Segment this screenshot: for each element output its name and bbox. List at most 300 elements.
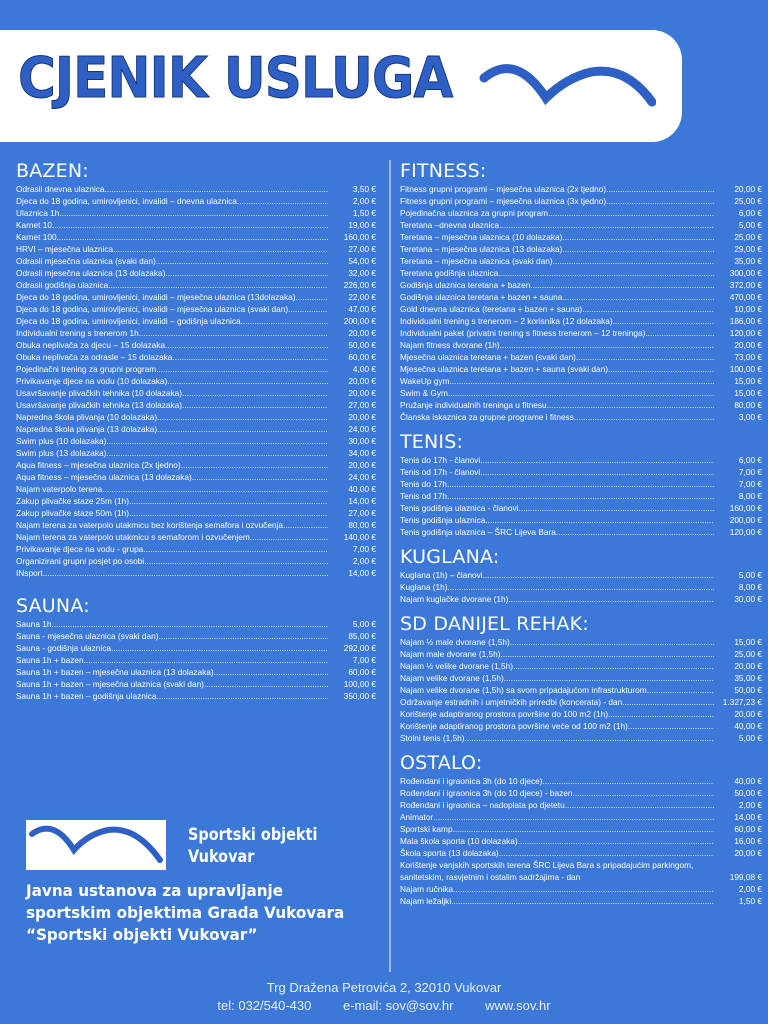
price-row <box>400 648 762 660</box>
service-label: Aqua fitness – mjesečna ulaznica (13 dolazaka) <box>16 472 192 482</box>
left-column <box>16 160 376 702</box>
service-label: Škola sporta (13 dolazaka) <box>400 848 499 858</box>
price-row <box>400 303 762 315</box>
service-price: 1,50 € <box>738 896 762 906</box>
service-label: Karnet 10 <box>16 220 52 230</box>
price-row <box>400 895 762 907</box>
service-price: 50,00 € <box>734 788 762 798</box>
column-divider <box>389 160 391 972</box>
leader-dots <box>288 303 328 315</box>
price-row <box>16 231 376 243</box>
service-label: Swim plus (10 dolazaka) <box>16 436 107 446</box>
service-price: 100,00 € <box>343 679 376 689</box>
service-label: Sauna 1h + bazen – godišnja ulaznica <box>16 691 157 701</box>
leader-dots <box>574 411 714 423</box>
website-link[interactable]: www.sov.hr <box>485 998 551 1013</box>
service-price: 300,00 € <box>729 268 762 278</box>
leader-dots <box>181 459 328 471</box>
service-price: 2,00 € <box>352 196 376 206</box>
price-row <box>16 483 376 495</box>
service-price: 50,00 € <box>348 340 376 350</box>
service-price: 6,00 € <box>738 455 762 465</box>
price-row <box>16 447 376 459</box>
service-label: Swim plus (13 dolazaka) <box>16 448 107 458</box>
service-price: 292,00 € <box>343 643 376 653</box>
service-label: Najam fitness dvorane (1h) <box>400 340 500 350</box>
price-row <box>400 696 762 708</box>
service-label: Odrasli mjesečna ulaznica (13 dolazaka) <box>16 268 166 278</box>
price-row <box>400 799 762 811</box>
service-label: Gold dnevna ulaznica (teretana + bazen + sauna) <box>400 304 583 314</box>
price-row <box>16 183 376 195</box>
price-row <box>16 315 376 327</box>
price-row <box>16 411 376 423</box>
service-label: Sauna 1h + bazen – mjesečna ulaznica (svaki dan) <box>16 679 204 689</box>
service-price: 7,00 € <box>738 479 762 489</box>
price-row <box>400 315 762 327</box>
service-price: 40,00 € <box>348 484 376 494</box>
service-label: Stolni tenis (1,5h) <box>400 733 465 743</box>
leader-dots <box>562 291 714 303</box>
service-price: 20,00 € <box>734 848 762 858</box>
service-price: 20,00 € <box>734 661 762 671</box>
leader-dots <box>448 581 714 593</box>
leader-dots <box>433 811 714 823</box>
service-price: 14,00 € <box>348 496 376 506</box>
service-label: Tenis godišnja ulaznica <box>400 515 486 525</box>
price-row <box>16 435 376 447</box>
price-list-rehak <box>400 636 762 744</box>
service-label: Obuka neplivača za odrasle – 15 dolazaka <box>16 352 173 362</box>
leader-dots <box>606 195 714 207</box>
service-label: Usavršavanje plivačkih tehnika (10 dolazaka) <box>16 388 183 398</box>
section-title-rehak: SD DANIJEL REHAK: <box>400 613 589 635</box>
service-price: 200,00 € <box>729 515 762 525</box>
leader-dots <box>645 327 714 339</box>
section-title-tenis: TENIS: <box>400 431 464 453</box>
logo-icon <box>26 820 166 870</box>
leader-dots <box>295 291 328 303</box>
section-title-bazen: BAZEN: <box>16 160 89 182</box>
footer-logo <box>26 820 166 870</box>
service-price: 32,00 € <box>348 268 376 278</box>
price-row <box>16 255 376 267</box>
service-price: 4,00 € <box>352 364 376 374</box>
service-label: Korištenje adaptiranog prostora površine do 100 m2 (1h) <box>400 709 609 719</box>
service-label: Sportski kamp <box>400 824 453 834</box>
price-row <box>16 543 376 555</box>
service-label: Djeca do 18 godina, umirovljenici, invalidi – dnevna ulaznica <box>16 196 237 206</box>
leader-dots <box>182 399 328 411</box>
price-row <box>16 291 376 303</box>
price-row <box>400 787 762 799</box>
service-price: 20,00 € <box>734 709 762 719</box>
service-price: 100,00 € <box>729 364 762 374</box>
service-price: 24,00 € <box>348 424 376 434</box>
leader-dots <box>156 255 328 267</box>
price-row <box>16 630 376 642</box>
service-price: 20,00 € <box>348 388 376 398</box>
service-label: Karnet 100 <box>16 232 57 242</box>
price-row <box>400 387 762 399</box>
leader-dots <box>485 514 714 526</box>
service-label: Napredna škola plivanja (10 dolazaka) <box>16 412 158 422</box>
leader-dots <box>606 183 714 195</box>
price-row <box>16 243 376 255</box>
price-row <box>400 581 762 593</box>
service-price: 2,00 € <box>738 884 762 894</box>
service-label: Mjesečna ulaznica teretana + bazen (svaki dan) <box>400 352 576 362</box>
service-label: Privikavanje djece na vodu - grupa <box>16 544 144 554</box>
price-row <box>16 375 376 387</box>
footer-logo-text <box>188 824 317 868</box>
service-price: 120,00 € <box>729 527 762 537</box>
logo-icon <box>476 58 656 118</box>
leader-dots <box>562 231 714 243</box>
service-price: 85,00 € <box>348 631 376 641</box>
price-row <box>16 642 376 654</box>
service-label: Tenis do 17h - članovi <box>400 455 481 465</box>
service-price: 1.327,23 € <box>722 697 762 707</box>
service-label: Održavanje estradnih i umjetničkih priredbi (koncerata) - dan <box>400 697 623 707</box>
service-price: 186,00 € <box>729 316 762 326</box>
leader-dots <box>547 399 714 411</box>
price-row <box>400 411 762 423</box>
service-price: 7,00 € <box>738 467 762 477</box>
leader-dots <box>165 339 328 351</box>
price-row <box>400 708 762 720</box>
service-price: 2,00 € <box>738 800 762 810</box>
leader-dots <box>105 183 328 195</box>
service-label: Mala škola sporta (10 dolazaka) <box>400 836 518 846</box>
service-label: Korištenje vanjskih sportskih terena ŠRC Lijeva Bara s pripadajućim parkingom, sanitetskim, rasvjetnim i ostalim sadržajima - dan <box>400 860 694 882</box>
leader-dots <box>576 351 714 363</box>
leader-dots <box>647 684 714 696</box>
leader-dots <box>52 618 328 630</box>
service-price: 15,00 € <box>734 388 762 398</box>
price-row <box>400 660 762 672</box>
service-label: Najam velike dvorane (1,5h) sa svom pripadajućom infrastrukturom <box>400 685 647 695</box>
price-row <box>400 243 762 255</box>
service-price: 20,00 € <box>734 184 762 194</box>
leader-dots <box>447 490 714 502</box>
price-row <box>16 471 376 483</box>
service-label: Pružanje individualnih treninga u fitnesu <box>400 400 547 410</box>
service-label: Odrasli mjesečna ulaznica (svaki dan) <box>16 256 156 266</box>
price-list-kuglana <box>400 569 762 605</box>
price-row <box>16 399 376 411</box>
address: Trg Dražena Petrovića 2, 32010 Vukovar <box>266 980 502 995</box>
price-row <box>400 351 762 363</box>
service-price: 226,00 € <box>343 280 376 290</box>
leader-dots <box>608 708 714 720</box>
leader-dots <box>57 231 328 243</box>
service-label: Napredna škola plivanja (13 dolazaka) <box>16 424 158 434</box>
phone: tel: 032/540-430 <box>217 998 312 1013</box>
service-price: 3,50 € <box>352 184 376 194</box>
leader-dots <box>129 507 328 519</box>
service-price: 470,00 € <box>729 292 762 302</box>
leader-dots <box>565 799 714 811</box>
service-label: Zakup plivačke staze 50m (1h) <box>16 508 129 518</box>
service-price: 8,00 € <box>738 491 762 501</box>
service-price: 25,00 € <box>734 649 762 659</box>
leader-dots <box>480 454 714 466</box>
price-row <box>400 195 762 207</box>
price-row <box>400 363 762 375</box>
leader-dots <box>613 315 714 327</box>
price-row <box>400 399 762 411</box>
price-row <box>16 459 376 471</box>
service-label: Najam ručnika <box>400 884 454 894</box>
service-price: 20,00 € <box>348 460 376 470</box>
price-row <box>16 363 376 375</box>
leader-dots <box>498 267 714 279</box>
price-row <box>400 593 762 605</box>
price-row <box>400 672 762 684</box>
price-row <box>400 526 762 538</box>
service-label: Mjesečna ulaznica teretana + bazen + sauna (svaki dan) <box>400 364 609 374</box>
price-row <box>16 207 376 219</box>
service-label: Najam ležaljki <box>400 896 452 906</box>
service-label: Najam kuglačke dvorane (1h) <box>400 594 509 604</box>
leader-dots <box>608 363 714 375</box>
service-label: Najam ½ velike dvorane (1,5h) <box>400 661 513 671</box>
service-price: 14,00 € <box>348 568 376 578</box>
price-row <box>400 684 762 696</box>
service-price: 5,00 € <box>352 619 376 629</box>
service-price: 20,00 € <box>348 328 376 338</box>
service-label: Pojedinačni trening za grupni program <box>16 364 157 374</box>
service-price: 3,00 € <box>738 412 762 422</box>
leader-dots <box>157 411 328 423</box>
price-row <box>400 219 762 231</box>
price-row <box>16 567 376 579</box>
service-label: Sauna 1h + bazen <box>16 655 84 665</box>
leader-dots <box>501 648 714 660</box>
price-list-bazen <box>16 183 376 579</box>
service-price: 27,00 € <box>348 400 376 410</box>
service-label: Sauna 1h + bazen – mjesečna ulaznica (13 dolazaka) <box>16 667 214 677</box>
service-label: Swim & Gym <box>400 388 448 398</box>
service-label: Organizirani grupni posjet po osobi <box>16 556 145 566</box>
service-label: Fitness grupni programi – mjesečna ulaznica (3x tjedno) <box>400 196 607 206</box>
price-row <box>400 823 762 835</box>
price-list-fitness <box>400 183 762 423</box>
service-price: 73,00 € <box>734 352 762 362</box>
service-price: 19,00 € <box>348 220 376 230</box>
leader-dots <box>156 690 328 702</box>
price-row <box>16 219 376 231</box>
email-link[interactable]: e-mail: sov@sov.hr <box>342 998 454 1013</box>
service-label: Tenis godišnja ulaznica - članovi <box>400 503 519 513</box>
service-price: 160,00 € <box>729 503 762 513</box>
price-row <box>400 847 762 859</box>
price-row <box>16 351 376 363</box>
service-label: Ulaznica 1h <box>16 208 60 218</box>
service-price: 1,50 € <box>352 208 376 218</box>
service-label: Teretana –dnevna ulaznica <box>400 220 500 230</box>
service-label: Tenis od 17h <box>400 491 448 501</box>
price-row <box>16 519 376 531</box>
service-price: 25,00 € <box>734 196 762 206</box>
service-price: 140,00 € <box>343 532 376 542</box>
leader-dots <box>453 883 714 895</box>
price-row <box>400 207 762 219</box>
leader-dots <box>622 696 714 708</box>
service-label: Aqua fitness – mjesečna ulaznica (2x tjedno) <box>16 460 181 470</box>
service-label: Kuglana (1h) <box>400 582 448 592</box>
price-row <box>400 720 762 732</box>
price-list-ostalo <box>400 775 762 907</box>
leader-dots <box>628 720 714 732</box>
service-label: Najam male dvorane (1,5h) <box>400 649 501 659</box>
leader-dots <box>548 207 714 219</box>
leader-dots <box>573 787 714 799</box>
service-label: Godišnja ulaznica teretana + bazen + sauna <box>400 292 563 302</box>
leader-dots <box>106 447 328 459</box>
section-title-sauna: SAUNA: <box>16 595 90 617</box>
service-price: 27,00 € <box>348 508 376 518</box>
service-label: Sauna 1h <box>16 619 52 629</box>
service-price: 20,00 € <box>348 412 376 422</box>
price-row <box>16 327 376 339</box>
service-price: 5,00 € <box>738 220 762 230</box>
service-price: 80,00 € <box>348 520 376 530</box>
service-label: Teretana – mjesečna ulaznica (svaki dan) <box>400 256 553 266</box>
leader-dots <box>500 339 714 351</box>
leader-dots <box>144 555 328 567</box>
service-price: 15,00 € <box>734 376 762 386</box>
price-row <box>400 835 762 847</box>
leader-dots <box>111 642 328 654</box>
service-price: 60,00 € <box>348 667 376 677</box>
price-row <box>400 478 762 490</box>
service-label: Odrasli dnevna ulaznica <box>16 184 105 194</box>
price-row <box>400 636 762 648</box>
service-price: 35,00 € <box>734 673 762 683</box>
service-price: 20,00 € <box>734 340 762 350</box>
price-row <box>400 279 762 291</box>
leader-dots <box>499 219 714 231</box>
leader-dots <box>450 375 715 387</box>
leader-dots <box>562 243 714 255</box>
price-row <box>16 678 376 690</box>
leader-dots <box>543 775 714 787</box>
service-label: Najam vaterpolo terena <box>16 484 103 494</box>
service-price: 8,00 € <box>738 582 762 592</box>
service-label: Teretana – mjesečna ulaznica (13 dolazaka) <box>400 244 563 254</box>
price-row <box>16 507 376 519</box>
price-row <box>16 339 376 351</box>
service-price: 199,08 € <box>729 872 762 882</box>
price-row <box>400 514 762 526</box>
leader-dots <box>157 423 328 435</box>
leader-dots <box>129 495 328 507</box>
price-row <box>16 387 376 399</box>
service-price: 5,00 € <box>738 733 762 743</box>
leader-dots <box>165 267 328 279</box>
page-title: CJENIK USLUGA <box>18 46 453 111</box>
service-label: Najam terena za vaterpolo utakmicu s semaforom i ozvučenjem <box>16 532 250 542</box>
leader-dots <box>530 279 714 291</box>
service-label: Individualni trening s trenerom 1h <box>16 328 139 338</box>
section-title-kuglana: KUGLANA: <box>400 546 500 568</box>
service-label: Fitness grupni programi – mjesečna ulaznica (2x tjedno) <box>400 184 607 194</box>
service-price: 80,00 € <box>734 400 762 410</box>
service-label: Najam terena za vaterpolo utakmicu bez korištenja semafora i ozvučenja <box>16 520 284 530</box>
section-title-ostalo: OSTALO: <box>400 752 483 774</box>
service-price: 60,00 € <box>348 352 376 362</box>
price-row <box>16 531 376 543</box>
service-label: Obuka neplivača za djecu – 15 dolazaka <box>16 340 165 350</box>
service-label: Tenis od 17h - članovi <box>400 467 481 477</box>
price-row <box>400 267 762 279</box>
price-row <box>400 466 762 478</box>
service-label: Pojedinačna ulaznica za grupni program <box>400 208 549 218</box>
price-row <box>16 195 376 207</box>
service-price: 5,00 € <box>738 570 762 580</box>
contacts <box>0 998 768 1013</box>
price-row <box>16 666 376 678</box>
leader-dots <box>182 387 328 399</box>
service-label: Usavršavanje plivačkih tehnika (13 dolazaka) <box>16 400 183 410</box>
price-row <box>16 618 376 630</box>
price-row <box>400 775 762 787</box>
leader-dots <box>108 279 328 291</box>
leader-dots <box>84 654 328 666</box>
service-price: 30,00 € <box>348 436 376 446</box>
price-row <box>16 279 376 291</box>
service-price: 22,00 € <box>348 292 376 302</box>
service-label: Korištenje adaptiranog prostora površine veće od 100 m2 (1h) <box>400 721 628 731</box>
service-label: Kuglana (1h) – članovi <box>400 570 483 580</box>
service-label: Tenis do 17h <box>400 479 448 489</box>
price-row <box>400 502 762 514</box>
service-label: Sauna - mjesečna ulaznica (svaki dan) <box>16 631 159 641</box>
price-row <box>16 690 376 702</box>
service-label: Članska iskaznica za grupne programe i fitness <box>400 412 574 422</box>
leader-dots <box>451 895 714 907</box>
price-row <box>400 811 762 823</box>
service-price: 34,00 € <box>348 448 376 458</box>
leader-dots <box>113 243 328 255</box>
leader-dots <box>106 435 328 447</box>
price-row <box>400 569 762 581</box>
service-price: 372,00 € <box>729 280 762 290</box>
price-row <box>400 255 762 267</box>
leader-dots <box>43 567 328 579</box>
price-list-tenis <box>400 454 762 538</box>
leader-dots <box>480 466 714 478</box>
price-row <box>400 291 762 303</box>
service-label: Odrasli godišnja ulaznica <box>16 280 109 290</box>
service-price: 10,00 € <box>734 304 762 314</box>
service-price: 20,00 € <box>348 376 376 386</box>
price-row <box>16 654 376 666</box>
leader-dots <box>204 678 328 690</box>
section-title-fitness: FITNESS: <box>400 160 487 182</box>
leader-dots <box>504 672 714 684</box>
leader-dots <box>483 569 714 581</box>
leader-dots <box>556 526 714 538</box>
leader-dots <box>447 478 714 490</box>
service-label: Rođendani i igraonica 3h (do 10 djece) <box>400 776 543 786</box>
service-price: 40,00 € <box>734 721 762 731</box>
service-price: 15,00 € <box>734 637 762 647</box>
service-price: 14,00 € <box>734 812 762 822</box>
price-row <box>400 859 762 883</box>
